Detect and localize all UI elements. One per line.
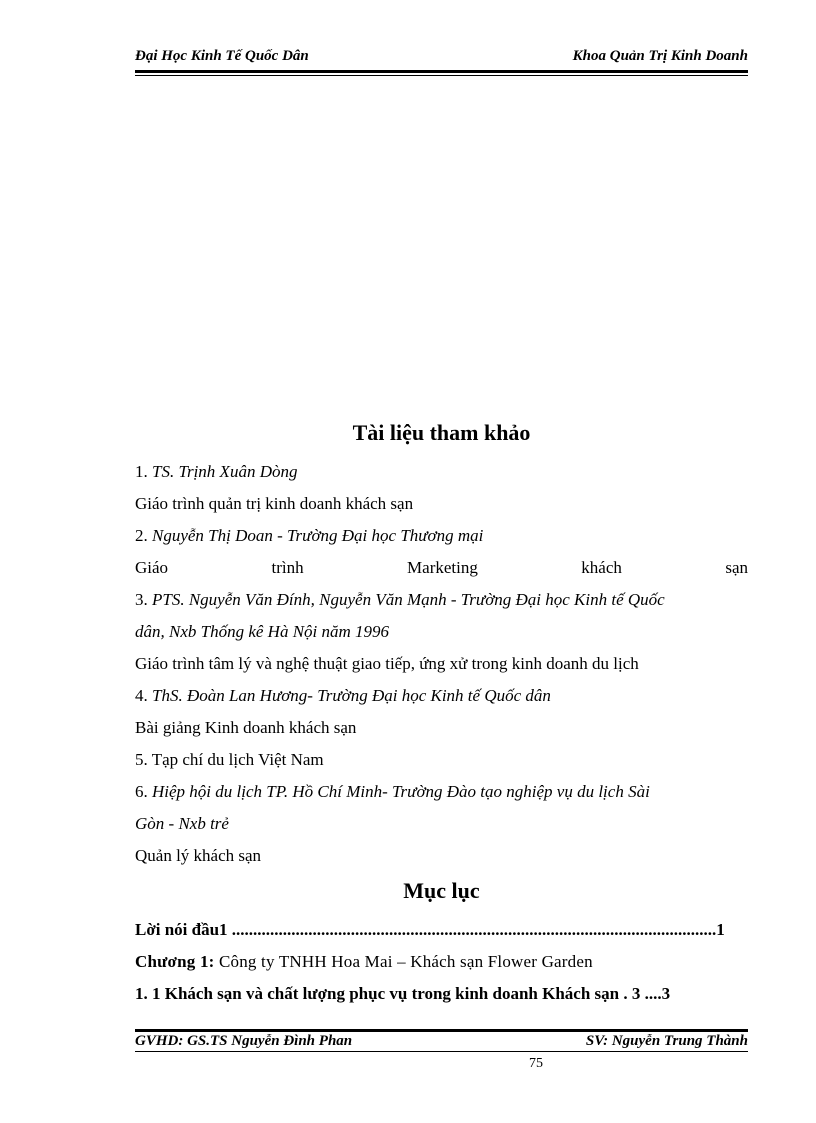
reference-line: Gòn - Nxb trẻ bbox=[135, 814, 229, 833]
page-number: 75 bbox=[529, 1056, 543, 1071]
footer-supervisor: GVHD: GS.TS Nguyễn Đình Phan bbox=[135, 1033, 353, 1049]
reference-line: 3. PTS. Nguyễn Văn Đính, Nguyễn Văn Mạnh - Trường Đại học Kinh tế Quốc bbox=[135, 590, 665, 609]
page-header bbox=[135, 48, 748, 68]
header-faculty: Khoa Quản Trị Kinh Doanh bbox=[572, 48, 748, 64]
reference-line: Giáo trình tâm lý và nghệ thuật giao tiếp, ứng xử trong kinh doanh du lịch bbox=[135, 654, 639, 673]
toc-item[interactable]: Chương 1: Công ty TNHH Hoa Mai – Khách sạn Flower Garden bbox=[135, 952, 593, 971]
toc-title: Mục lục bbox=[403, 878, 480, 903]
toc-item[interactable]: 1. 1 Khách sạn và chất lượng phục vụ trong kinh doanh Khách sạn . 3 ....3 bbox=[135, 984, 671, 1003]
word: Marketing bbox=[407, 558, 478, 577]
reference-line: Giáo trình quản trị kinh doanh khách sạn bbox=[135, 494, 414, 513]
header-rule-thick bbox=[135, 70, 748, 73]
reference-line-justified bbox=[135, 558, 748, 578]
footer-rule-thin bbox=[135, 1051, 748, 1052]
word: sạn bbox=[725, 558, 748, 577]
toc-item[interactable]: Lời nói đầu1 ..................................................................................................................1 bbox=[135, 920, 725, 939]
header-rule-thin bbox=[135, 75, 748, 76]
word: Giáo bbox=[135, 558, 169, 577]
reference-line: dân, Nxb Thống kê Hà Nội năm 1996 bbox=[135, 622, 390, 641]
word: khách bbox=[581, 558, 622, 577]
references-title: Tài liệu tham khảo bbox=[352, 420, 531, 445]
reference-line: 4. ThS. Đoàn Lan Hương- Trường Đại học Kinh tế Quốc dân bbox=[135, 686, 551, 705]
reference-line: 5. Tạp chí du lịch Việt Nam bbox=[135, 750, 324, 769]
reference-line: Quản lý khách sạn bbox=[135, 846, 262, 865]
reference-line: Bài giảng Kinh doanh khách sạn bbox=[135, 718, 357, 737]
page-footer bbox=[135, 1033, 748, 1051]
footer-rule-thick bbox=[135, 1029, 748, 1032]
reference-line: 2. Nguyễn Thị Doan - Trường Đại học Thương mại bbox=[135, 526, 484, 545]
reference-line: 1. TS. Trịnh Xuân Dòng bbox=[135, 462, 298, 481]
footer-student: SV: Nguyễn Trung Thành bbox=[585, 1033, 748, 1049]
header-university: Đại Học Kinh Tế Quốc Dân bbox=[135, 48, 309, 64]
word: trình bbox=[271, 558, 304, 577]
reference-line: 6. Hiệp hội du lịch TP. Hồ Chí Minh- Trường Đào tạo nghiệp vụ du lịch Sài bbox=[135, 782, 650, 801]
